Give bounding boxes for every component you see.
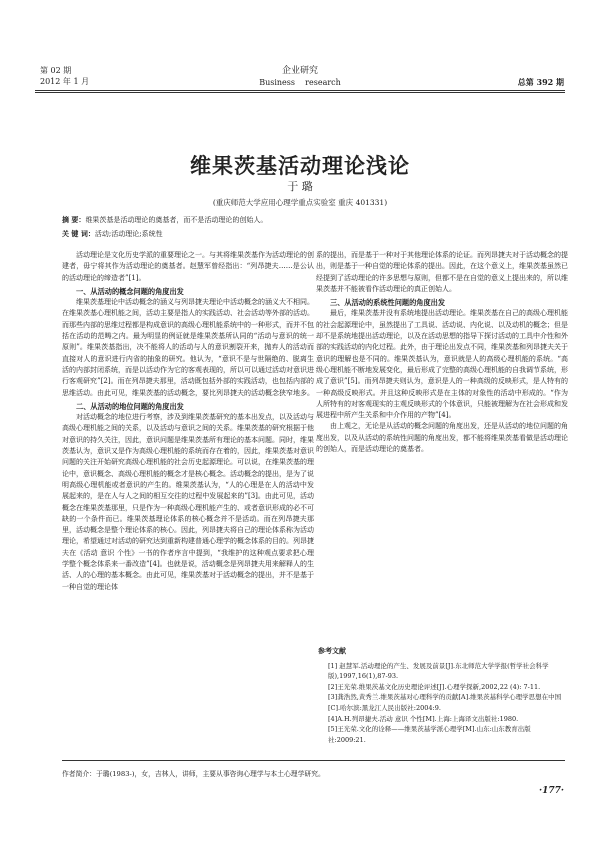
abstract (62, 214, 267, 226)
issue-number: 第 02 期 (40, 66, 72, 75)
keywords-label: 关 键 词： (62, 229, 95, 238)
reference-item: [2]王光荣.维果茨基文化历史理论评述[J].心理学探新,2002,22 (4): 7-11. (328, 682, 541, 691)
header-rule (35, 90, 565, 91)
body-paragraph: 由上观之，无论是从活动的概念问题的角度出发，还是从活动的地位问题的角度出发，以及从活动的系统性问题的角度出发，都不能将维果茨基看做是活动理论的创始人，而是活动理论的奠基者。 (316, 422, 568, 454)
reference-item: [5]王光荣.文化的诠释——维果茨基学派心理学[M].山东:山东教育出版社:2009:21. (328, 725, 531, 744)
section-heading: 一、从活动的概念问题的角度出发 (76, 286, 184, 296)
article-title: 维果茨基活动理论浅论 (190, 153, 410, 178)
reference-item: [3]龚浩然,黄秀兰.维果茨基对心理科学的贡献[A].维果茨基科学心理学思想在中国[C].哈尔滨:黑龙江人民出版社:2004:9. (328, 693, 562, 712)
author-affiliation: (重庆师范大学应用心理学重点实验室 重庆 401331) (212, 198, 388, 207)
body-paragraph: 维果茨基理论中活动概念的涵义与列昂捷夫理论中活动概念的涵义大不相同。在维果茨基心理机能之间，活动主要是指人的实践活动、社会活动等外部的活动。而那些内部的思维过程都是构成意识的高级心理机能系统中的一种形式，而并不包括在活动的范畴之内。最为明显的例证就是维果茨基所认同的“活动与意识的统一原则”。维果茨基指出，决不能将人的活动与人的意识割裂开来，抛弃人的活动而直接对人的意识进行内省的抽象的研究。他认为，“意识不是与世隔绝的、脱离生活的内部封闭系统，而是以活动作为它的客观表现的，所以可以通过活动对意识进行客观研究”[2]。而在列昂捷夫那里，活动既包括外部的实践活动，也包括内部的思维活动。由此可见，维果茨基的活动概念，要比列昂捷夫的活动概念狭窄地多。 (62, 298, 314, 397)
left-column (62, 250, 314, 593)
keywords (62, 228, 163, 240)
body-paragraph: 最后，维果茨基并没有系统地提出活动理论。维果茨基在自己的高级心理机能的社会起源理论中，虽然提出了工具说、活动说、内化说、以及动机的概念；但是却不是系统地提出活动理论，以及在活动思想的指导下探讨活动的工具中介性和外部的实践活动的内化过程。此外，由于理论出发点不同，维果茨基和列昂捷夫关于意识的理解也是不同的。维果茨基认为，意识就是人的高级心理机能的系统。“高级心理机能不断地发展变化，最后形成了完整的高级心理机能的自我调节系统，形成了意识”[5]。而列昂捷夫则认为，意识是人的一种高级的反映形式，是人特有的一种高级反映形式。并且这种反映形式是在主体的对象性的活动中形成的。“作为人所特有的对客观现实的主观反映形式的个体意识，只能被理解为在社会形成和发展进程中所产生关系和中介作用的产物”[4]。 (316, 309, 568, 420)
total-issue: 总第 392 期 (517, 77, 564, 87)
references-title: 参考文献 (318, 646, 346, 655)
reference-item: [4]A.H.列昂捷夫.活动 意识 个性[M].上海:上海译文出版社:1980. (328, 714, 519, 723)
section-heading: 二、从活动的地位问题的角度出发 (76, 401, 184, 411)
references (318, 646, 566, 745)
body-paragraph: 系的提出，而是基于一种对于其他理论体系的论证。而列昂捷夫对于活动概念的提出，则是基于一种自觉的理论体系的提出。因此，在这个意义上，维果茨基虽然已经提到了活动理论的许多思想与原则，但都不是在自觉的意义上提出来的，所以维果茨基并不能被看作活动理论的真正创始人。 (316, 251, 568, 293)
footnote-rule (62, 760, 565, 761)
abstract-label: 摘 要： (62, 215, 86, 224)
journal-name-en: Business research (259, 78, 341, 87)
section-heading: 三、从活动的系统性问题的角度出发 (330, 298, 446, 308)
body-paragraph: 对活动概念的地位进行考察，涉及到维果茨基研究的基本出发点，以及活动与高级心理机能之间的关系，以及活动与意识之间的关系。维果茨基的研究根据于他对意识的持久关注，因此，意识问题是维果茨基所有理论的基本问题。同时，维果茨基认为，意识又是作为高级心理机能的系统而存在着的，因此，维果茨基对意识问题的关注开始研究高级心理机能的社会历史起源理论。可以说，在维果茨基的理论中，意识概念、高级心理机能的概念才是核心概念。活动概念的提出，是为了说明高级心理机能或者意识的产生的。维果茨基认为，“人的心理是在人的活动中发展起来的，是在人与人之间的相互交往的过程中发展起来的”[3]。由此可见，活动概念在维果茨基那里，只是作为一种高级心理机能产生的、或者意识形成的必不可缺的一个条件而已。维果茨基理论体系的核心概念并不是活动。而在列昂捷夫那里，活动概念是整个理论体系的核心。因此，列昂捷夫将自己的理论体系称为活动理论，希望通过对活动的研究达到重新构建普通心理学的概念体系的目的。列昂捷夫在《活动 意识 个性》一书的作者序言中提到，“我维护的这种观点要求把心理学整个概念体系来一番改造”[4]。也就是说，活动概念是列昂捷夫用来解释人的生活、人的心理的基本概念。由此可见，维果茨基对于活动概念的提出，并不是基于一种自觉的理论体 (62, 413, 314, 591)
issue-date: 2012 年 1 月 (40, 77, 90, 86)
keywords-text: 活动;活动理论;系统性 (94, 230, 163, 238)
right-column (316, 250, 568, 455)
body-paragraph: 活动理论是文化历史学派的重要理论之一。与其将维果茨基作为活动理论的创建者，毋宁将其作为活动理论的奠基者。赵慧军曾经指出：“列昂捷夫……是公认的活动理论的缔造者”[1]。 (62, 251, 314, 282)
author-bio-footnote: 作者简介：于璐(1983-)，女，吉林人，讲师，主要从事咨询心理学与本土心理学研究。 (62, 770, 325, 778)
journal-name-cn: 企业研究 (281, 66, 318, 76)
header-rule-thin (35, 92, 565, 93)
page-number: ·177· (538, 786, 564, 796)
author-name: 于 璐 (287, 180, 313, 193)
abstract-text: 维果茨基是活动理论的奠基者，而不是活动理论的创始人。 (85, 216, 268, 224)
reference-item: [1] 赵慧军.活动理论的产生、发展及前景[J].东北师范大学学报(哲学社会科学版),1997,16(1),87-93. (328, 661, 549, 681)
